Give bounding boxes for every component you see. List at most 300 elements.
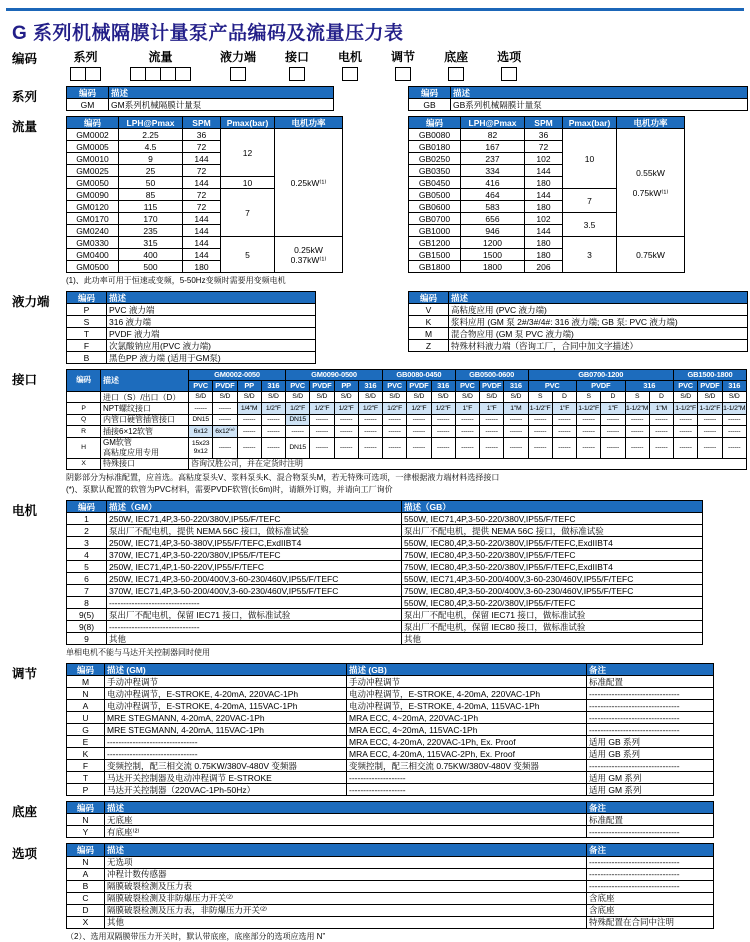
- cell: 咨询汉胜公司，并在定货时注明: [189, 458, 747, 469]
- table-row: [67, 392, 747, 403]
- cell: ------: [383, 414, 407, 425]
- cell: 6x12: [189, 426, 213, 437]
- cell: ------: [480, 437, 504, 458]
- code-group-control: [391, 48, 415, 81]
- cell: D: [649, 392, 673, 403]
- cell: 适用 GM 系列: [587, 772, 714, 784]
- cell: 无选项: [105, 856, 587, 868]
- cell: DN15: [286, 437, 310, 458]
- cell: N: [67, 814, 105, 826]
- cell: ------: [455, 437, 479, 458]
- cell: GB1500: [409, 249, 461, 261]
- header-cell: PVDF: [310, 381, 334, 392]
- cell: S/D: [698, 392, 722, 403]
- cell: ------: [213, 437, 237, 458]
- cell: 马达开关控制器及电动冲程调节 E-STROKE: [105, 772, 347, 784]
- table-row: [67, 403, 747, 414]
- table-row: [409, 99, 748, 111]
- code-box: [289, 67, 305, 81]
- cell: 583: [461, 201, 525, 213]
- cell: MRA ECC, 4-20mA, 115VAC-2Ph, Ex. Proof: [347, 748, 587, 760]
- header-cell: 编码: [67, 117, 119, 129]
- cell: S/D: [310, 392, 334, 403]
- cell: ------: [577, 437, 601, 458]
- cell: 180: [525, 249, 563, 261]
- header-cell: GM0090-0500: [286, 370, 383, 381]
- cell: GB0700: [409, 213, 461, 225]
- code-box: [230, 67, 246, 81]
- cell: ------: [334, 426, 358, 437]
- cell: 36: [183, 129, 221, 141]
- code-boxes: [285, 67, 309, 81]
- header-cell: 描述: [449, 292, 748, 304]
- table-row: [67, 892, 714, 904]
- cell: S: [67, 316, 107, 328]
- cell: GB0500: [409, 189, 461, 201]
- table-row: [67, 585, 703, 597]
- cell: B: [67, 352, 107, 364]
- cell: T: [67, 772, 105, 784]
- cell: ------: [601, 437, 625, 458]
- header-cell: 编码: [67, 292, 107, 304]
- header-cell: PVC: [286, 381, 310, 392]
- table-row: [67, 664, 714, 676]
- cell: GB0350: [409, 165, 461, 177]
- code-boxes: [497, 67, 521, 81]
- table-row: [67, 414, 747, 425]
- code-group-base: [444, 48, 468, 81]
- cell: ------: [383, 426, 407, 437]
- table-row: [67, 597, 703, 609]
- cell: ------: [504, 437, 528, 458]
- table-row: [67, 525, 703, 537]
- series-gb-table: [408, 86, 748, 111]
- cell: --------------------------------: [587, 760, 714, 772]
- cell: 500: [119, 261, 183, 273]
- header-cell: 编码: [67, 370, 101, 392]
- cell: P: [67, 403, 101, 414]
- cell: Z: [409, 340, 449, 352]
- header-cell: GB0700-1200: [528, 370, 674, 381]
- cell: ------: [698, 437, 722, 458]
- series-section: [12, 86, 750, 111]
- cell: --------------------------------: [107, 621, 402, 633]
- cell: C: [67, 892, 105, 904]
- cell: Q: [67, 414, 101, 425]
- cell: F: [67, 340, 107, 352]
- cell: 有底座⁽²⁾: [105, 826, 587, 838]
- flow-footnote: (1)、此功率可用于恒速或变频，5-50Hz变频时需要用变频电机: [66, 276, 286, 286]
- table-row: [67, 760, 714, 772]
- cell: MRA ECC, 4~20mA, 115VAC-1Ph: [347, 724, 587, 736]
- code-group-label: 接口: [285, 50, 310, 64]
- code-group-series: [70, 48, 101, 81]
- table-row: [67, 237, 343, 249]
- cell: GM0090: [67, 189, 119, 201]
- cell: 特殊配置在合同中注明: [587, 916, 714, 928]
- cell: ------: [407, 437, 431, 458]
- cell: 适用 GM 系列: [587, 784, 714, 796]
- cell: 标准配置: [587, 814, 714, 826]
- cell: 1-1/2"F: [698, 403, 722, 414]
- table-row: [67, 87, 334, 99]
- cell: 1-1/2"F: [577, 403, 601, 414]
- header-cell: Pmax(bar): [221, 117, 275, 129]
- cell: --------------------------------: [105, 736, 347, 748]
- cell: 标准配置: [587, 676, 714, 688]
- cell: ------: [674, 437, 698, 458]
- top-rule: [6, 8, 744, 11]
- cell: ------: [625, 437, 649, 458]
- table-row: [409, 117, 685, 129]
- table-row: [409, 328, 748, 340]
- cell: ------: [261, 414, 285, 425]
- cell: GM0240: [67, 225, 119, 237]
- cell: --------------------------------: [107, 597, 402, 609]
- cell: 72: [183, 189, 221, 201]
- cell: DN15: [286, 414, 310, 425]
- table-row: [67, 609, 703, 621]
- cell: S/D: [674, 392, 698, 403]
- cell: 9: [119, 153, 183, 165]
- cell: 1200: [461, 237, 525, 249]
- cell: ------: [383, 437, 407, 458]
- cell: GB1800: [409, 261, 461, 273]
- cell: --------------------: [347, 772, 587, 784]
- code-box: [130, 67, 146, 81]
- header-cell: PVC: [674, 381, 698, 392]
- cell: 144: [183, 237, 221, 249]
- table-row: [67, 549, 703, 561]
- header-cell: 描述（GB）: [402, 501, 703, 513]
- cell: 1"F: [455, 403, 479, 414]
- header-cell: 备注: [587, 802, 714, 814]
- table-row: [67, 826, 714, 838]
- cell: 特殊接口: [101, 458, 189, 469]
- table-row: [409, 340, 748, 352]
- header-cell: PP: [237, 381, 261, 392]
- motor-section: [12, 500, 750, 658]
- cell: N: [67, 856, 105, 868]
- header-cell: LPH@Pmax: [119, 117, 183, 129]
- cell: 1: [67, 513, 107, 525]
- cell: 1500: [461, 249, 525, 261]
- cell: 15x23 9x12: [189, 437, 213, 458]
- table-row: [67, 802, 714, 814]
- cell: 6x12⁽*⁾: [213, 426, 237, 437]
- cell: 1/2"F: [431, 403, 455, 414]
- cell: ------: [261, 437, 285, 458]
- cell: GM0120: [67, 201, 119, 213]
- cell: 85: [119, 189, 183, 201]
- cell: GM0005: [67, 141, 119, 153]
- header-cell: 316: [358, 381, 382, 392]
- table-row: [67, 904, 714, 916]
- cell: ------: [552, 437, 576, 458]
- hydraulic-section: [12, 291, 750, 364]
- table-row: [67, 621, 703, 633]
- cell: 1"F: [601, 403, 625, 414]
- cell: K: [67, 748, 105, 760]
- section-label-series: 系列: [12, 90, 38, 104]
- cell: G: [67, 724, 105, 736]
- header-cell: LPH@Pmax: [461, 117, 525, 129]
- header-cell: 描述: [451, 87, 748, 99]
- cell: 4.5: [119, 141, 183, 153]
- code-group-label: 液力端: [220, 50, 257, 64]
- code-section: [12, 48, 750, 81]
- cell: 适用 GB 系列: [587, 736, 714, 748]
- cell: 9(5): [67, 609, 107, 621]
- cell: S/D: [237, 392, 261, 403]
- cell: 内管口硬管插管接口: [101, 414, 189, 425]
- cell: D: [552, 392, 576, 403]
- code-groups: [66, 48, 750, 81]
- header-cell: 编码: [67, 802, 105, 814]
- cell: ------: [577, 426, 601, 437]
- code-group-interface: [285, 48, 309, 81]
- header-cell: 备注: [587, 664, 714, 676]
- cell: S/D: [407, 392, 431, 403]
- cell: 1/2"F: [286, 403, 310, 414]
- cell: ------: [480, 414, 504, 425]
- table-row: [67, 501, 703, 513]
- cell: ------: [334, 437, 358, 458]
- cell: 1/2"F: [358, 403, 382, 414]
- code-box: [160, 67, 176, 81]
- cell: GM: [67, 99, 109, 111]
- cell: S/D: [213, 392, 237, 403]
- table-row: [67, 537, 703, 549]
- interface-table: [66, 369, 747, 470]
- header-cell: 描述 (GM): [105, 664, 347, 676]
- cell: ------: [358, 426, 382, 437]
- cell: 250W, IEC71,4P,3-50-220/380V,IP55/F/TEFC: [107, 513, 402, 525]
- cell: 237: [461, 153, 525, 165]
- cell: MRA ECC, 4-20mA, 220VAC-1Ph, Ex. Proof: [347, 736, 587, 748]
- cell: ------: [601, 426, 625, 437]
- code-group-label: 选项: [497, 50, 522, 64]
- cell: 泵出厂不配电机，保留 IEC71 接口，做标准试验: [107, 609, 402, 621]
- cell: ------: [189, 403, 213, 414]
- cell: 1800: [461, 261, 525, 273]
- table-row: [67, 426, 747, 437]
- cell: 550W, IEC71,4P,3-50-220/380V,IP55/F/TEFC: [402, 513, 703, 525]
- cell: ------: [504, 414, 528, 425]
- header-cell: 316: [261, 381, 285, 392]
- cell: 变频控制，配三相交流 0.75KW/380V-480V 变频器: [105, 760, 347, 772]
- cell: S/D: [480, 392, 504, 403]
- cell: ------: [431, 437, 455, 458]
- header-cell: 电机功率: [275, 117, 343, 129]
- cell: ------: [455, 426, 479, 437]
- cell: A: [67, 700, 105, 712]
- code-group-label: 系列: [73, 50, 98, 64]
- cell: 混合物应用 (GM 泵 PVC 液力端): [449, 328, 748, 340]
- header-cell: SPM: [525, 117, 563, 129]
- table-row: [67, 814, 714, 826]
- table-row: [67, 856, 714, 868]
- cell: 1-1/2"F: [528, 403, 552, 414]
- header-cell: GB1500-1800: [674, 370, 747, 381]
- cell: --------------------------------: [587, 712, 714, 724]
- cell: GB1000: [409, 225, 461, 237]
- cell: E: [67, 736, 105, 748]
- cell: 750W, IEC80,4P,3-50-200/400V,3-60-230/460V,IP55/F/TEFC: [402, 585, 703, 597]
- cell: ------: [213, 414, 237, 425]
- section-label-code: 编码: [12, 52, 38, 66]
- cell: D: [601, 392, 625, 403]
- cell: ------: [431, 414, 455, 425]
- header-cell: 描述 (GB): [347, 664, 587, 676]
- cell: 102: [525, 213, 563, 225]
- cell: 泵出厂不配电机，保留 IEC80 接口，做标准试验: [402, 621, 703, 633]
- cell: ------: [601, 414, 625, 425]
- section-label-interface: 接口: [12, 373, 38, 388]
- header-cell: PVDF: [213, 381, 237, 392]
- cell: 180: [525, 177, 563, 189]
- table-row: [67, 292, 316, 304]
- header-cell: 描述（GM）: [107, 501, 402, 513]
- cell: 隔膜破裂检测及非防爆压力开关⁽²⁾: [105, 892, 587, 904]
- cell: 8: [67, 597, 107, 609]
- cell: 4: [67, 549, 107, 561]
- cell: GM0010: [67, 153, 119, 165]
- cell: ------: [310, 414, 334, 425]
- cell: ------: [722, 437, 747, 458]
- cell: ------: [722, 414, 747, 425]
- header-cell: 编码: [409, 87, 451, 99]
- header-cell: PVC: [383, 381, 407, 392]
- table-row: [67, 304, 316, 316]
- table-row: [67, 784, 714, 796]
- cell: 180: [525, 237, 563, 249]
- cell: 50: [119, 177, 183, 189]
- cell: ------: [237, 426, 261, 437]
- code-group-motor: [338, 48, 362, 81]
- header-cell: PVC: [528, 381, 577, 392]
- cell: 黑色PP 液力端 (适用于GM泵): [107, 352, 316, 364]
- cell: --------------------------------: [587, 724, 714, 736]
- cell: ------: [358, 414, 382, 425]
- cell: 316 液力端: [107, 316, 316, 328]
- header-cell: 描述: [109, 87, 334, 99]
- cell: 其他: [107, 633, 402, 645]
- table-row: [67, 117, 343, 129]
- cell: T: [67, 328, 107, 340]
- cell: 82: [461, 129, 525, 141]
- table-row: [409, 129, 685, 141]
- table-row: [67, 437, 747, 458]
- cell: ------: [480, 426, 504, 437]
- header-cell: 编码: [67, 501, 107, 513]
- cell: ------: [407, 414, 431, 425]
- table-row: [67, 513, 703, 525]
- cell: 115: [119, 201, 183, 213]
- cell: 72: [183, 141, 221, 153]
- header-cell: 编码: [67, 664, 105, 676]
- cell: ------: [577, 414, 601, 425]
- cell: S/D: [286, 392, 310, 403]
- table-row: [67, 844, 714, 856]
- cell: 250W, IEC71,4P,3-50-380V,IP55/F/TEFC,ExdIIBT4: [107, 537, 402, 549]
- cell: ------: [674, 426, 698, 437]
- cell: 浆料应用 (GM 泵 2#/3#/4#: 316 液力端; GB 泵: PVC 液力端): [449, 316, 748, 328]
- table-row: [67, 736, 714, 748]
- header-cell: PVDF: [577, 381, 626, 392]
- cell: 进口（S）/出口（D）: [101, 392, 189, 403]
- cell: GM0330: [67, 237, 119, 249]
- cell: 72: [183, 201, 221, 213]
- cell: 手动冲程调节: [105, 676, 347, 688]
- header-cell: 备注: [587, 844, 714, 856]
- options-table: [66, 843, 714, 928]
- section-label-options: 选项: [12, 847, 38, 862]
- cell: ------: [722, 426, 747, 437]
- cell: 400: [119, 249, 183, 261]
- table-row: [67, 316, 316, 328]
- cell: ------: [334, 414, 358, 425]
- cell: ------: [552, 414, 576, 425]
- cell: 1/2"F: [310, 403, 334, 414]
- cell: 2.25: [119, 129, 183, 141]
- code-box: [395, 67, 411, 81]
- cell: S/D: [455, 392, 479, 403]
- cell: ------: [237, 437, 261, 458]
- cell: 170: [119, 213, 183, 225]
- code-box: [145, 67, 161, 81]
- cell: 其他: [402, 633, 703, 645]
- table-row: [409, 304, 748, 316]
- header-cell: 编码: [409, 117, 461, 129]
- cell: S/D: [431, 392, 455, 403]
- cell: 315: [119, 237, 183, 249]
- cell: 1"M: [504, 403, 528, 414]
- header-cell: 316: [431, 381, 455, 392]
- cell: 9: [67, 633, 107, 645]
- cell: 250W, IEC71,4P,3-50-200/400V,3-60-230/460V,IP55/F/TEFC: [107, 573, 402, 585]
- cell: 电动冲程调节，E-STROKE, 4-20mA, 220VAC-1Ph: [105, 688, 347, 700]
- cell: S/D: [358, 392, 382, 403]
- header-cell: 316: [504, 381, 528, 392]
- cell: 1"M: [649, 403, 673, 414]
- cell: 180: [525, 201, 563, 213]
- code-boxes: [70, 67, 101, 81]
- flow-section: [12, 116, 750, 286]
- cell: H: [67, 437, 101, 458]
- cell: 电动冲程调节，E-STROKE, 4-20mA, 115VAC-1Ph: [105, 700, 347, 712]
- cell: 电动冲程调节，E-STROKE, 4-20mA, 115VAC-1Ph: [347, 700, 587, 712]
- cell: GM0400: [67, 249, 119, 261]
- header-cell: GB0500-0600: [455, 370, 528, 381]
- cell: 12: [221, 129, 275, 177]
- cell: GM系列机械隔膜计量泵: [109, 99, 334, 111]
- header-cell: 描述: [105, 802, 587, 814]
- cell: 1"F: [552, 403, 576, 414]
- header-cell: 描述: [105, 844, 587, 856]
- cell: PVDF 液力端: [107, 328, 316, 340]
- code-boxes: [130, 67, 191, 81]
- cell: Y: [67, 826, 105, 838]
- cell: --------------------------------: [587, 688, 714, 700]
- cell: 334: [461, 165, 525, 177]
- table-row: [67, 129, 343, 141]
- cell: --------------------------------: [587, 856, 714, 868]
- cell: A: [67, 868, 105, 880]
- cell: 550W, IEC80,4P,3-50-220/380V,IP55/F/TEFC: [402, 597, 703, 609]
- code-boxes: [444, 67, 468, 81]
- cell: MRA ECC, 4~20mA, 220VAC-1Ph: [347, 712, 587, 724]
